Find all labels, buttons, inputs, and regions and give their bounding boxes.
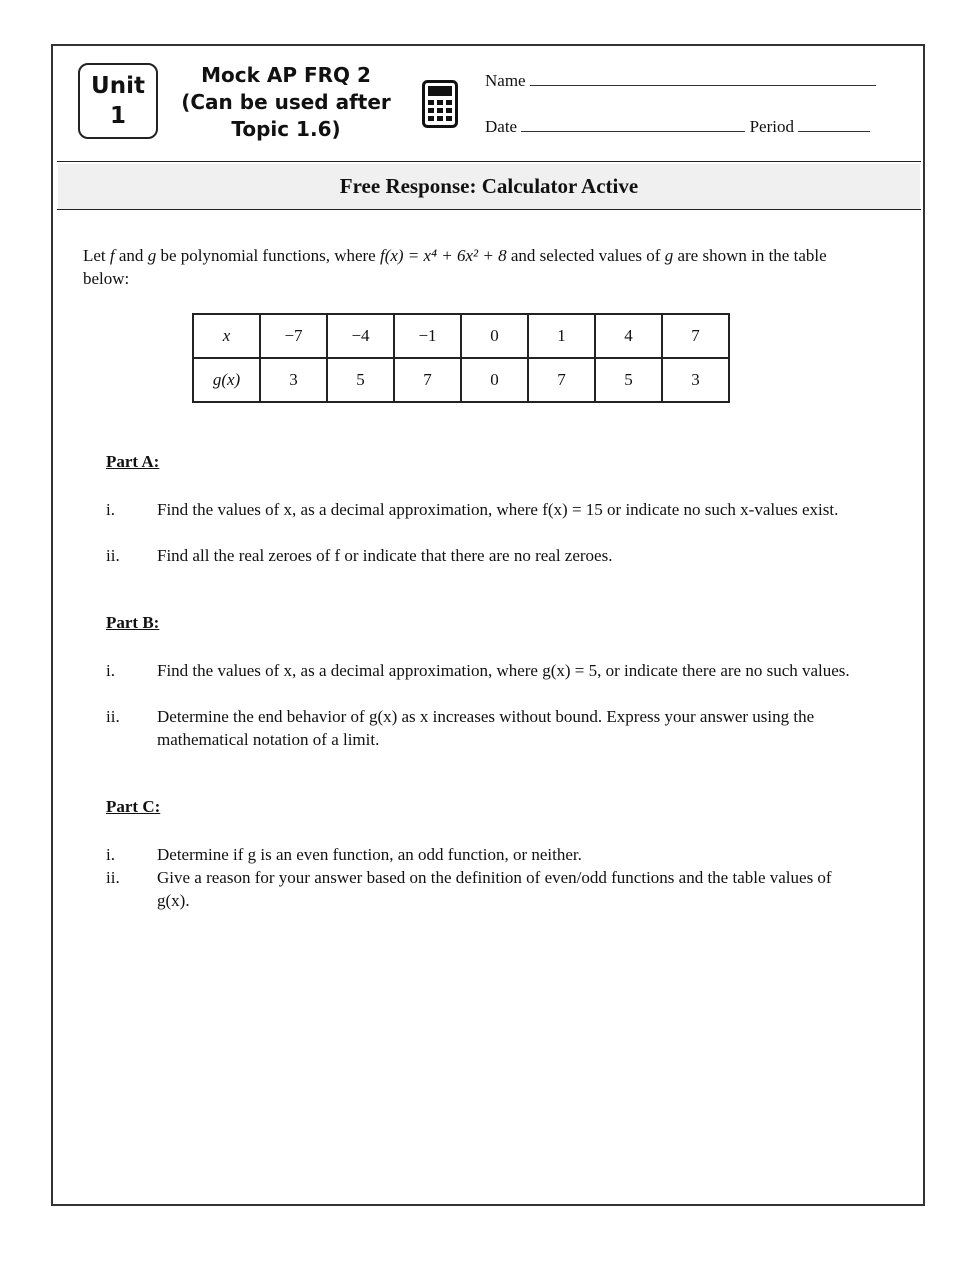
name-line[interactable] xyxy=(530,71,876,86)
worksheet-title xyxy=(176,62,396,143)
part-b-heading: Part B: xyxy=(106,613,160,632)
part-c-heading: Part C: xyxy=(106,797,161,816)
date-line[interactable] xyxy=(521,117,745,132)
table-cell: 5 xyxy=(595,358,662,402)
table-cell: 0 xyxy=(461,314,528,358)
part-c-item-1: i. Determine if g is an even function, an odd function, or neither. xyxy=(106,845,582,864)
table-cell: 1 xyxy=(528,314,595,358)
unit-badge xyxy=(78,63,158,139)
part-a-item-2: ii. Find all the real zeroes of f or indicate that there are no real zeroes. xyxy=(106,546,613,565)
f-formula: f(x) = x⁴ + 6x² + 8 xyxy=(379,246,507,265)
table-row-g xyxy=(193,358,729,402)
date-period-field xyxy=(485,117,870,137)
period-label: Period xyxy=(749,117,794,136)
part-c-item-2: ii. Give a reason for your answer based on the definition of even/odd functions and the table values of g(x). xyxy=(106,868,832,910)
intro-paragraph: Let f and g be polynomial functions, where f(x) = x⁴ + 6x² + 8 and selected values of g are shown in the table below: xyxy=(83,246,827,288)
unit-number: 1 xyxy=(109,103,126,129)
table-cell: 0 xyxy=(461,358,528,402)
table-row-x xyxy=(193,314,729,358)
table-cell: 3 xyxy=(260,358,327,402)
table-cell: 5 xyxy=(327,358,394,402)
part-b-item-1: i. Find the values of x, as a decimal approximation, where g(x) = 5, or indicate there are no such values. xyxy=(106,661,850,680)
title-line-1: Mock AP FRQ 2 xyxy=(201,63,371,87)
name-label: Name xyxy=(485,71,526,90)
page-frame xyxy=(51,44,925,1206)
table-cell: −4 xyxy=(327,314,394,358)
part-a-heading: Part A: xyxy=(106,452,160,471)
unit-word: Unit xyxy=(91,73,145,99)
section-banner: Free Response: Calculator Active xyxy=(58,164,920,209)
header-divider-top xyxy=(57,161,921,162)
table-cell: 7 xyxy=(394,358,461,402)
table-header-g: g(x) xyxy=(193,358,260,402)
title-line-3: Topic 1.6) xyxy=(231,117,341,141)
table-cell: −1 xyxy=(394,314,461,358)
table-cell: 7 xyxy=(528,358,595,402)
part-b-item-2: ii. Determine the end behavior of g(x) as x increases without bound. Express your answer using the mathematical notation of a limit. xyxy=(106,707,815,749)
name-field[interactable] xyxy=(485,71,876,91)
table-cell: 3 xyxy=(662,358,729,402)
part-a-item-1: i. Find the values of x, as a decimal approximation, where f(x) = 15 or indicate no such x-values exist. xyxy=(106,500,839,519)
table-cell: 4 xyxy=(595,314,662,358)
period-line[interactable] xyxy=(798,117,870,132)
table-cell: −7 xyxy=(260,314,327,358)
table-cell: 7 xyxy=(662,314,729,358)
calculator-icon xyxy=(422,80,458,128)
table-header-x: x xyxy=(193,314,260,358)
date-label: Date xyxy=(485,117,518,136)
values-table xyxy=(192,313,730,403)
title-line-2: (Can be used after xyxy=(181,90,391,114)
header-divider-bottom xyxy=(57,209,921,210)
